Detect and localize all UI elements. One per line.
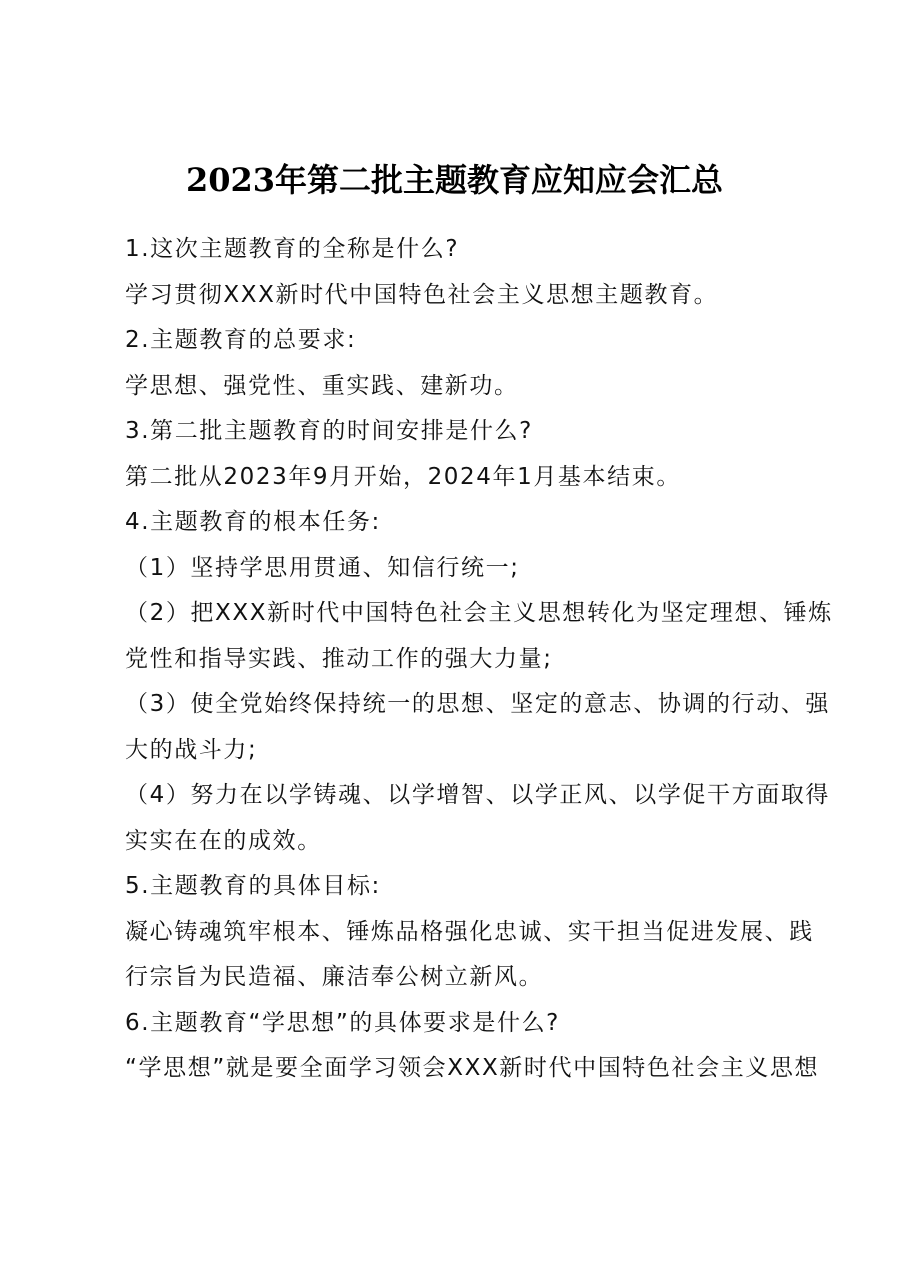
answer-line: 凝心铸魂筑牢根本、锤炼品格强化忠诚、实干担当促进发展、践	[125, 918, 814, 945]
list-item-continuation: 实实在在的成效。	[125, 827, 322, 854]
question-line: 5.主题教育的具体目标:	[125, 873, 381, 899]
list-item: （2）把XXX新时代中国特色社会主义思想转化为坚定理想、锤炼	[125, 600, 833, 626]
list-item: （4）努力在以学铸魂、以学增智、以学正风、以学促干方面取得	[125, 782, 831, 808]
answer-line: 学习贯彻XXX新时代中国特色社会主义思想主题教育。	[125, 281, 719, 308]
question-line: 1.这次主题教育的全称是什么?	[125, 236, 460, 262]
list-item: （3）使全党始终保持统一的思想、坚定的意志、协调的行动、强	[125, 691, 831, 717]
answer-line: 第二批从2023年9月开始，2024年1月基本结束。	[125, 463, 681, 490]
answer-line: 行宗旨为民造福、廉洁奉公树立新风。	[125, 964, 544, 990]
answer-line: “学思想”就是要全面学习领会XXX新时代中国特色社会主义思想	[125, 1055, 820, 1081]
question-line: 2.主题教育的总要求:	[125, 327, 357, 353]
question-line: 3.第二批主题教育的时间安排是什么?	[125, 418, 533, 444]
question-line: 6.主题教育“学思想”的具体要求是什么?	[125, 1009, 560, 1036]
list-item: （1）坚持学思用贯通、知信行统一;	[125, 554, 520, 581]
document-body	[125, 227, 833, 1092]
list-item-continuation: 大的战斗力;	[125, 736, 258, 763]
document-title: 2023年第二批主题教育应知应会汇总	[185, 161, 724, 199]
list-item-continuation: 党性和指导实践、推动工作的强大力量;	[125, 645, 553, 672]
answer-line: 学思想、强党性、重实践、建新功。	[125, 372, 519, 399]
question-line: 4.主题教育的根本任务:	[125, 509, 381, 535]
